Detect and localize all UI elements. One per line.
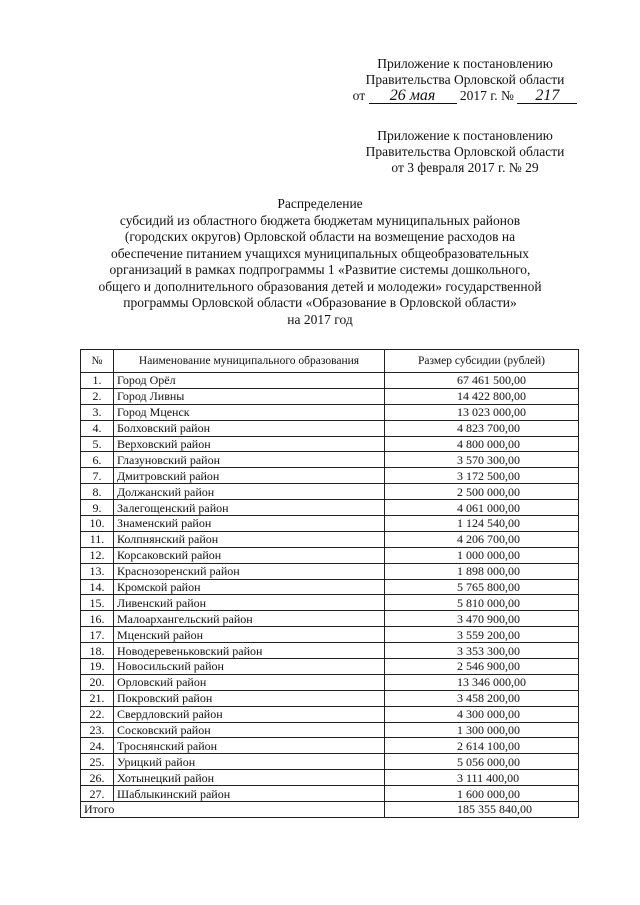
stamp-line: Приложение к постановлению	[377, 56, 553, 71]
stamp-line: Правительства Орловской области	[365, 72, 565, 87]
row-amount: 13 023 000,00	[385, 404, 579, 420]
table-row	[81, 531, 579, 547]
title-line: (городских округов) Орловской области на возмещение расходов на	[124, 229, 516, 244]
row-amount: 1 300 000,00	[385, 722, 579, 738]
stamp-date-line	[330, 88, 600, 104]
table-row	[81, 738, 579, 754]
table-row	[81, 468, 579, 484]
table-row	[81, 770, 579, 786]
row-amount: 1 000 000,00	[385, 547, 579, 563]
row-amount: 2 614 100,00	[385, 738, 579, 754]
row-amount: 4 823 700,00	[385, 420, 579, 436]
row-amount: 4 206 700,00	[385, 531, 579, 547]
row-municipality: Орловский район	[114, 674, 385, 690]
row-municipality: Должанский район	[114, 484, 385, 500]
row-municipality: Залегощенский район	[114, 500, 385, 516]
handwritten-date: 26 мая	[369, 89, 457, 104]
row-municipality: Верховский район	[114, 436, 385, 452]
row-amount: 5 810 000,00	[385, 595, 579, 611]
row-amount: 5 765 800,00	[385, 579, 579, 595]
row-number: 8.	[81, 484, 114, 500]
row-municipality: Дмитровский район	[114, 468, 385, 484]
row-number: 7.	[81, 468, 114, 484]
table-row	[81, 547, 579, 563]
table-row	[81, 595, 579, 611]
row-amount: 1 124 540,00	[385, 516, 579, 532]
subsidy-table	[80, 349, 579, 818]
row-municipality: Урицкий район	[114, 754, 385, 770]
row-amount: 2 546 900,00	[385, 659, 579, 675]
row-amount: 3 111 400,00	[385, 770, 579, 786]
table-row	[81, 579, 579, 595]
row-municipality: Новодеревеньковский район	[114, 643, 385, 659]
row-amount: 67 461 500,00	[385, 373, 579, 389]
table-row	[81, 388, 579, 404]
row-number: 20.	[81, 674, 114, 690]
header-municipality: Наименование муниципального образования	[114, 350, 385, 373]
row-number: 1.	[81, 373, 114, 389]
row-number: 23.	[81, 722, 114, 738]
row-number: 2.	[81, 388, 114, 404]
row-municipality: Мценский район	[114, 627, 385, 643]
table-row	[81, 627, 579, 643]
row-number: 26.	[81, 770, 114, 786]
row-municipality: Глазуновский район	[114, 452, 385, 468]
document-title	[70, 196, 570, 328]
table-row	[81, 516, 579, 532]
title-line: организаций в рамках подпрограммы 1 «Развитие системы дошкольного,	[109, 262, 531, 277]
stamp-line: Правительства Орловской области	[365, 144, 565, 159]
row-number: 10.	[81, 516, 114, 532]
total-value: 185 355 840,00	[385, 802, 579, 818]
stamp-from-prefix: от	[352, 88, 366, 103]
row-municipality: Знаменский район	[114, 516, 385, 532]
title-line: субсидий из областного бюджета бюджетам муниципальных районов	[119, 212, 521, 228]
row-municipality: Новосильский район	[114, 659, 385, 675]
row-amount: 14 422 800,00	[385, 388, 579, 404]
row-municipality: Ливенский район	[114, 595, 385, 611]
row-municipality: Город Ливны	[114, 388, 385, 404]
row-municipality: Город Мценск	[114, 404, 385, 420]
row-amount: 3 353 300,00	[385, 643, 579, 659]
row-number: 11.	[81, 531, 114, 547]
row-amount: 2 500 000,00	[385, 484, 579, 500]
row-amount: 3 559 200,00	[385, 627, 579, 643]
table-row	[81, 786, 579, 802]
row-municipality: Колпнянский район	[114, 531, 385, 547]
table-row	[81, 722, 579, 738]
row-number: 17.	[81, 627, 114, 643]
approval-stamp-current	[330, 56, 600, 104]
title-line: на 2017 год	[287, 311, 353, 327]
row-amount: 3 570 300,00	[385, 452, 579, 468]
row-number: 25.	[81, 754, 114, 770]
row-number: 19.	[81, 659, 114, 675]
row-number: 16.	[81, 611, 114, 627]
stamp-year-text: 2017 г. №	[459, 88, 514, 103]
header-amount: Размер субсидии (рублей)	[385, 350, 579, 373]
title-line: Распределение	[277, 196, 363, 211]
row-municipality: Корсаковский район	[114, 547, 385, 563]
row-number: 13.	[81, 563, 114, 579]
row-number: 6.	[81, 452, 114, 468]
row-municipality: Троснянский район	[114, 738, 385, 754]
table-row	[81, 484, 579, 500]
row-number: 9.	[81, 500, 114, 516]
table-row	[81, 754, 579, 770]
table-header-row	[81, 350, 579, 373]
table-row	[81, 643, 579, 659]
table-row	[81, 674, 579, 690]
handwritten-number: 217	[517, 89, 577, 104]
row-municipality: Малоархангельский район	[114, 611, 385, 627]
title-line: обеспечение питанием учащихся муниципальных общеобразовательных	[110, 245, 530, 261]
row-number: 5.	[81, 436, 114, 452]
row-amount: 3 458 200,00	[385, 690, 579, 706]
row-number: 27.	[81, 786, 114, 802]
row-municipality: Шаблыкинский район	[114, 786, 385, 802]
row-municipality: Покровский район	[114, 690, 385, 706]
row-amount: 1 898 000,00	[385, 563, 579, 579]
row-number: 12.	[81, 547, 114, 563]
table-row	[81, 690, 579, 706]
row-amount: 1 600 000,00	[385, 786, 579, 802]
header-number: №	[81, 350, 114, 373]
row-amount: 4 061 000,00	[385, 500, 579, 516]
row-amount: 13 346 000,00	[385, 674, 579, 690]
table-row	[81, 420, 579, 436]
row-number: 14.	[81, 579, 114, 595]
table-row	[81, 659, 579, 675]
row-municipality: Свердловский район	[114, 706, 385, 722]
row-municipality: Краснозоренский район	[114, 563, 385, 579]
title-line: общего и дополнительного образования детей и молодежи» государственной	[98, 278, 542, 294]
stamp-line: от 3 февраля 2017 г. № 29	[391, 160, 539, 175]
row-number: 4.	[81, 420, 114, 436]
total-label: Итого	[81, 802, 385, 818]
row-number: 15.	[81, 595, 114, 611]
row-number: 22.	[81, 706, 114, 722]
row-municipality: Хотынецкий район	[114, 770, 385, 786]
row-municipality: Кромской район	[114, 579, 385, 595]
row-amount: 4 800 000,00	[385, 436, 579, 452]
table-row	[81, 706, 579, 722]
row-number: 3.	[81, 404, 114, 420]
row-amount: 4 300 000,00	[385, 706, 579, 722]
table-row	[81, 500, 579, 516]
row-amount: 3 470 900,00	[385, 611, 579, 627]
row-amount: 3 172 500,00	[385, 468, 579, 484]
stamp-line: Приложение к постановлению	[377, 128, 553, 143]
table-body	[81, 373, 579, 802]
table-row	[81, 563, 579, 579]
approval-stamp-original	[330, 128, 600, 176]
table-total-row	[81, 802, 579, 818]
row-municipality: Город Орёл	[114, 373, 385, 389]
table-row	[81, 611, 579, 627]
row-number: 24.	[81, 738, 114, 754]
row-number: 18.	[81, 643, 114, 659]
table-row	[81, 436, 579, 452]
row-number: 21.	[81, 690, 114, 706]
table-row	[81, 404, 579, 420]
table-row	[81, 452, 579, 468]
row-municipality: Болховский район	[114, 420, 385, 436]
table-row	[81, 373, 579, 389]
row-municipality: Сосковский район	[114, 722, 385, 738]
title-line: программы Орловской области «Образование в Орловской области»	[123, 295, 517, 310]
row-amount: 5 056 000,00	[385, 754, 579, 770]
